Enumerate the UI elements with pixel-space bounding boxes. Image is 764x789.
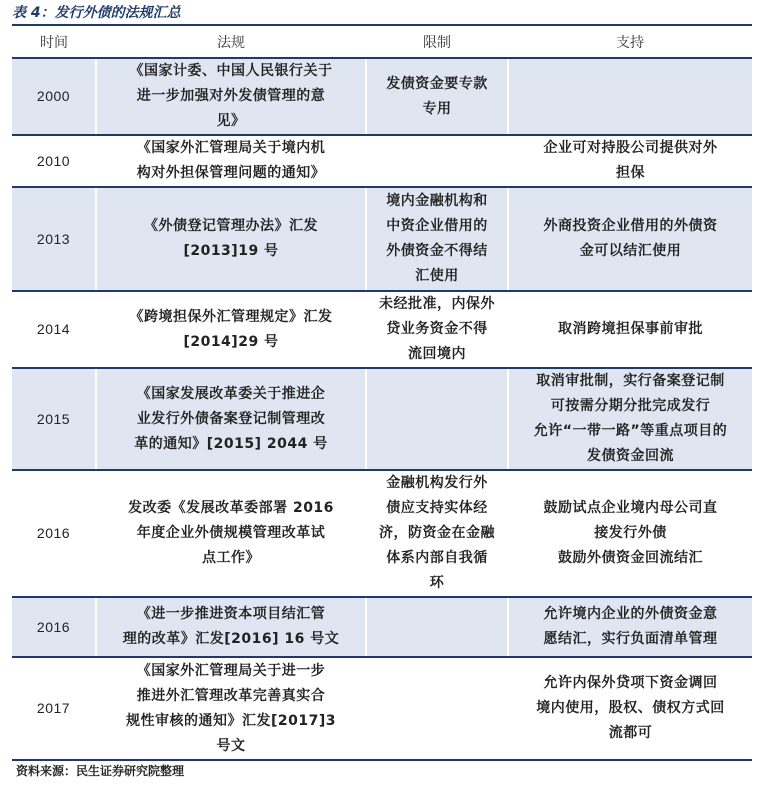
table-row <box>12 470 752 597</box>
cell-restrict <box>366 657 508 760</box>
cell-restrict <box>366 597 508 657</box>
support-line: 愿结汇，实行负面清单管理 <box>543 631 718 647</box>
restrict-line: 金融机构发行外 <box>386 475 488 491</box>
law-line: 点工作》 <box>202 550 260 566</box>
cell-law <box>96 291 366 368</box>
law-line: 见》 <box>216 113 246 129</box>
cell-restrict <box>366 291 508 368</box>
table-row <box>12 597 752 657</box>
cell-law <box>96 58 366 135</box>
table-row <box>12 187 752 291</box>
table-body <box>12 58 752 760</box>
cell-year: 2010 <box>12 135 96 187</box>
law-line: 《国家计委、中国人民银行关于 <box>129 63 333 79</box>
header-law: 法规 <box>96 27 366 58</box>
cell-year: 2016 <box>12 597 96 657</box>
law-line: 业发行外债备案登记制管理改 <box>136 410 326 427</box>
restrict-line: 中资企业借用的 <box>386 218 488 234</box>
support-line: 境内使用，股权、债权方式回 <box>536 700 725 716</box>
support-line: 允许境内企业的外债资金意 <box>543 606 718 622</box>
cell-law <box>96 597 366 657</box>
support-line: 发债资金回流 <box>587 448 674 464</box>
restrict-line: 汇使用 <box>415 268 459 284</box>
restrict-line: 体系内部自我循 <box>386 550 488 566</box>
cell-year: 2013 <box>12 187 96 291</box>
header-support: 支持 <box>508 27 752 58</box>
law-line: 《国家发展改革委关于推进企 <box>136 385 326 402</box>
law-line: 《进一步推进资本项目结汇管 <box>136 606 326 622</box>
cell-restrict <box>366 58 508 135</box>
support-line: 允许“一带一路”等重点项目的 <box>533 423 728 439</box>
support-line: 担保 <box>616 165 645 181</box>
cell-support <box>508 597 752 657</box>
restrict-line: 济，防资金在金融 <box>379 525 495 541</box>
law-line: 发改委《发展改革委部署 2016 <box>128 500 334 516</box>
support-line: 允许内保外贷项下资金调回 <box>543 675 718 691</box>
law-line: 革的通知》[2015] 2044 号 <box>134 435 328 452</box>
restrict-line: 贷业务资金不得 <box>386 321 488 337</box>
cell-year: 2016 <box>12 470 96 597</box>
cell-law <box>96 135 366 187</box>
restrict-line: 债应支持实体经 <box>386 500 488 516</box>
support-line: 可按需分期分批完成发行 <box>550 398 711 414</box>
support-line: 金可以结汇使用 <box>579 243 682 259</box>
table-row <box>12 58 752 135</box>
header-row <box>12 27 752 58</box>
header-year: 时间 <box>12 27 96 58</box>
table-title: 表 4：发行外债的法规汇总 <box>12 5 181 21</box>
support-line: 企业可对持股公司提供对外 <box>543 140 718 156</box>
support-line: 外商投资企业借用的外债资 <box>543 218 718 234</box>
law-line: 构对外担保管理问题的通知》 <box>136 165 326 181</box>
support-line: 接发行外债 <box>594 525 667 541</box>
law-line: 《跨境担保外汇管理规定》汇发 <box>129 308 333 325</box>
restrict-line: 未经批准，内保外 <box>379 296 495 312</box>
cell-support <box>508 368 752 470</box>
law-line: 推进外汇管理改革完善真实合 <box>136 687 326 704</box>
law-line: 《国家外汇管理局关于进一步 <box>136 662 326 679</box>
law-line: 《国家外汇管理局关于境内机 <box>136 140 326 156</box>
restrict-line: 外债资金不得结 <box>386 243 488 259</box>
cell-law <box>96 368 366 470</box>
table-row <box>12 368 752 470</box>
cell-restrict <box>366 470 508 597</box>
law-line: 进一步加强对外发债管理的意 <box>136 88 326 104</box>
cell-support <box>508 187 752 291</box>
restrict-line: 专用 <box>422 100 452 117</box>
restrict-line: 流回境内 <box>408 346 466 362</box>
source-note: 资料来源：民生证券研究院整理 <box>16 764 185 778</box>
support-line: 流都可 <box>608 725 653 741</box>
support-line: 鼓励试点企业境内母公司直 <box>543 500 718 516</box>
cell-year: 2014 <box>12 291 96 368</box>
law-line: 规性审核的通知》汇发[2017]3 <box>125 712 336 729</box>
title-rule <box>12 24 752 26</box>
restrict-line: 境内金融机构和 <box>386 193 488 209</box>
law-line: 年度企业外债规模管理改革试 <box>136 525 326 541</box>
cell-restrict <box>366 368 508 470</box>
cell-support <box>508 58 752 135</box>
cell-year: 2000 <box>12 58 96 135</box>
law-line: 《外债登记管理办法》汇发 <box>144 218 318 234</box>
support-line: 鼓励外债资金回流结汇 <box>558 550 703 566</box>
cell-support <box>508 657 752 760</box>
cell-support <box>508 135 752 187</box>
restrict-line: 环 <box>429 575 445 591</box>
cell-year: 2017 <box>12 657 96 760</box>
table-row <box>12 657 752 760</box>
cell-restrict <box>366 187 508 291</box>
cell-law <box>96 187 366 291</box>
cell-year: 2015 <box>12 368 96 470</box>
law-line: [2014]29 号 <box>183 333 279 350</box>
regulations-table <box>12 27 752 761</box>
restrict-line: 发债资金要专款 <box>386 75 488 92</box>
support-line: 取消审批制，实行备案登记制 <box>536 373 725 389</box>
cell-support <box>508 291 752 368</box>
cell-law <box>96 657 366 760</box>
law-line: 号文 <box>216 737 246 754</box>
cell-law <box>96 470 366 597</box>
table-row <box>12 291 752 368</box>
law-line: 理的改革》汇发[2016] 16 号文 <box>122 631 340 647</box>
support-line: 取消跨境担保事前审批 <box>558 321 703 337</box>
header-restriction: 限制 <box>366 27 508 58</box>
table-row <box>12 135 752 187</box>
cell-support <box>508 470 752 597</box>
cell-restrict <box>366 135 508 187</box>
law-line: [2013]19 号 <box>183 243 279 259</box>
